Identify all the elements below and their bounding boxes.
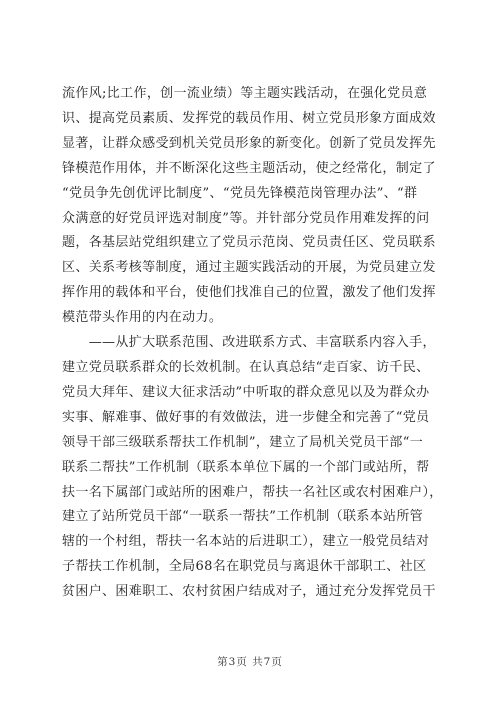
text-line: 贫困户、困难职工、农村贫困户结成对子，通过充分发挥党员干: [62, 584, 436, 600]
text-line: 挥作用的载体和平台，使他们找准自己的位置，激发了他们发挥: [62, 285, 436, 301]
text-line: 区、关系考核等制度，通过主题实践活动的开展，为党员建立发: [62, 260, 436, 276]
text-line: 党员大拜年、建议大征求活动”中听取的群众意见以及为群众办: [62, 384, 430, 400]
text-line: 模范带头作用的内在动力。: [62, 310, 223, 326]
text-line: 显著，让群众感受到机关党员形象的新变化。创新了党员发挥先: [62, 135, 436, 151]
text-line: 子帮扶工作机制，全局68名在职党员与离退休干部职工、社区: [62, 559, 427, 575]
text-line: 领导干部三级联系帮扶工作机制”，建立了局机关党员干部“一: [62, 434, 424, 450]
text-line: 实事、解难事、做好事的有效做法，进一步健全和完善了“党员: [62, 409, 430, 425]
body-text: [62, 82, 442, 605]
text-line: 辖的一个村组，帮扶一名本站的后进职工），建立一般党员结对: [62, 534, 430, 550]
text-line: 建立党员联系群众的长效机制。在认真总结“走百家、访千民、: [62, 359, 430, 375]
text-line: 扶一名下属部门或站所的困难户，帮扶一名社区或农村困难户），: [62, 484, 443, 500]
text-line: 众满意的好党员评选对制度”等。并针部分党员作用难发挥的问: [62, 210, 430, 226]
text-line: 题，各基层站党组织建立了党员示范岗、党员责任区、党员联系: [62, 235, 436, 251]
text-line: “党员争先创优评比制度”、“党员先锋模范岗管理办法”、“群: [62, 185, 418, 201]
page-number-footer: 第3页 共7页: [217, 656, 283, 668]
text-line: 锋模范作用体，并不断深化这些主题活动，使之经常化，制定了: [62, 160, 436, 176]
text-line: 建立了站所党员干部“一联系一帮扶”工作机制（联系本站所管: [62, 509, 424, 525]
text-line: ——从扩大联系范围、改进联系方式、丰富联系内容入手，: [62, 335, 436, 351]
text-line: 流作风;比工作，创一流业绩）等主题实践活动，在强化党员意: [62, 86, 428, 101]
text-line: 识、提高党员素质、发挥党的载员作用、树立党员形象方面成效: [62, 110, 436, 126]
text-line: 联系二帮扶”工作机制（联系本单位下属的一个部门或站所，帮: [62, 459, 430, 475]
